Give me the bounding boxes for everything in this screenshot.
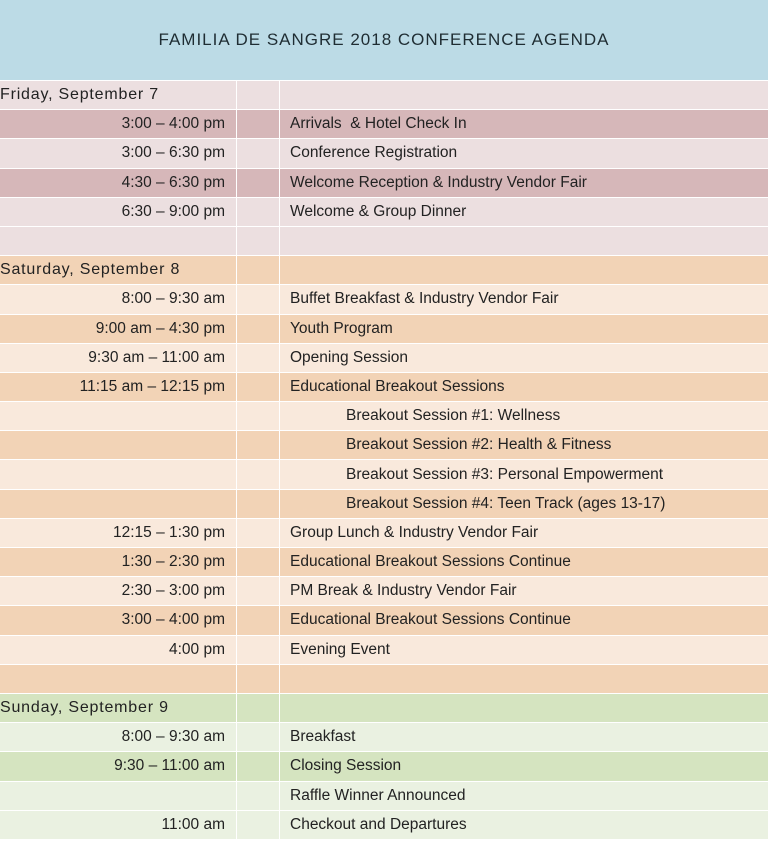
time-cell <box>0 460 237 488</box>
event-cell <box>280 548 768 576</box>
time-text: 11:00 am <box>161 815 225 833</box>
time-cell <box>0 782 237 810</box>
spacer-cell <box>237 198 280 226</box>
time-cell <box>0 315 237 343</box>
event-cell <box>280 315 768 343</box>
event-cell <box>280 373 768 401</box>
time-cell <box>0 139 237 167</box>
event-cell <box>280 110 768 138</box>
event-cell <box>280 490 768 518</box>
time-text: 2:30 – 3:00 pm <box>121 582 225 600</box>
spacer-cell <box>237 782 280 810</box>
time-text: 9:30 – 11:00 am <box>114 757 225 775</box>
event-text: PM Break & Industry Vendor Fair <box>290 582 517 600</box>
spacer-cell <box>237 519 280 547</box>
time-cell <box>0 169 237 197</box>
time-text: 3:00 – 6:30 pm <box>121 144 225 162</box>
agenda-table <box>0 81 768 840</box>
event-cell <box>280 139 768 167</box>
breakout-session-text: Breakout Session #1: Wellness <box>346 407 561 425</box>
breakout-session-text: Breakout Session #3: Personal Empowerment <box>346 465 664 483</box>
time-cell <box>0 811 237 839</box>
spacer-cell <box>237 139 280 167</box>
time-text: 4:00 pm <box>168 640 225 658</box>
day-label: Friday, September 7 <box>0 86 159 104</box>
spacer-cell <box>237 431 280 459</box>
day-header-row <box>0 694 768 723</box>
spacer-cell <box>237 315 280 343</box>
event-text: Raffle Winner Announced <box>290 786 466 804</box>
spacer-cell <box>237 723 280 751</box>
agenda-row <box>0 139 768 168</box>
spacer-cell <box>237 227 280 255</box>
event-text: Checkout and Departures <box>290 815 467 833</box>
event-cell <box>280 752 768 780</box>
agenda-row <box>0 285 768 314</box>
event-text: Welcome & Group Dinner <box>290 202 467 220</box>
event-cell <box>280 344 768 372</box>
time-cell <box>0 752 237 780</box>
event-cell <box>280 402 768 430</box>
title-band <box>0 0 768 80</box>
spacer-cell <box>237 490 280 518</box>
time-cell <box>0 519 237 547</box>
event-cell <box>280 256 768 284</box>
spacer-cell <box>237 606 280 634</box>
agenda-row <box>0 548 768 577</box>
time-cell <box>0 344 237 372</box>
event-cell <box>280 285 768 313</box>
event-text: Evening Event <box>290 640 390 658</box>
time-text: 4:30 – 6:30 pm <box>121 173 225 191</box>
agenda-row <box>0 606 768 635</box>
day-label-cell <box>0 81 237 109</box>
event-cell <box>280 782 768 810</box>
breakout-row <box>0 460 768 489</box>
time-text: 11:15 am – 12:15 pm <box>79 377 225 395</box>
time-cell <box>0 665 237 693</box>
day-header-row <box>0 81 768 110</box>
breakout-session-text: Breakout Session #4: Teen Track (ages 13-17) <box>346 494 666 512</box>
breakout-row <box>0 490 768 519</box>
agenda-title: FAMILIA DE SANGRE 2018 CONFERENCE AGENDA <box>158 30 610 49</box>
spacer-cell <box>237 344 280 372</box>
event-text: Breakfast <box>290 728 356 746</box>
time-cell <box>0 285 237 313</box>
time-cell <box>0 577 237 605</box>
time-cell <box>0 548 237 576</box>
agenda-row <box>0 519 768 548</box>
time-text: 9:30 am – 11:00 am <box>88 348 225 366</box>
agenda-row <box>0 315 768 344</box>
spacer-cell <box>237 285 280 313</box>
agenda-row <box>0 198 768 227</box>
event-cell <box>280 460 768 488</box>
spacer-cell <box>237 752 280 780</box>
event-text: Buffet Breakfast & Industry Vendor Fair <box>290 290 559 308</box>
agenda-row <box>0 577 768 606</box>
agenda-row <box>0 110 768 139</box>
event-cell <box>280 198 768 226</box>
event-cell <box>280 81 768 109</box>
agenda-row <box>0 344 768 373</box>
time-cell <box>0 490 237 518</box>
event-text: Closing Session <box>290 757 402 775</box>
agenda-row <box>0 723 768 752</box>
event-text: Opening Session <box>290 348 409 366</box>
time-cell <box>0 606 237 634</box>
time-cell <box>0 227 237 255</box>
spacer-cell <box>237 665 280 693</box>
agenda-row <box>0 169 768 198</box>
spacer-cell <box>237 548 280 576</box>
time-cell <box>0 110 237 138</box>
event-text: Educational Breakout Sessions <box>290 377 505 395</box>
event-cell <box>280 169 768 197</box>
time-cell <box>0 723 237 751</box>
day-label-cell <box>0 694 237 722</box>
breakout-row <box>0 402 768 431</box>
breakout-session-text: Breakout Session #2: Health & Fitness <box>346 436 612 454</box>
event-cell <box>280 694 768 722</box>
time-cell <box>0 636 237 664</box>
event-text: Educational Breakout Sessions Continue <box>290 553 571 571</box>
agenda-row <box>0 811 768 840</box>
event-text: Group Lunch & Industry Vendor Fair <box>290 523 539 541</box>
time-text: 3:00 – 4:00 pm <box>121 115 225 133</box>
event-cell <box>280 606 768 634</box>
spacer-row <box>0 665 768 694</box>
spacer-cell <box>237 256 280 284</box>
time-cell <box>0 198 237 226</box>
spacer-cell <box>237 110 280 138</box>
breakout-row <box>0 431 768 460</box>
event-text: Conference Registration <box>290 144 458 162</box>
day-header-row <box>0 256 768 285</box>
time-cell <box>0 431 237 459</box>
spacer-cell <box>237 577 280 605</box>
event-cell <box>280 431 768 459</box>
time-text: 3:00 – 4:00 pm <box>121 611 225 629</box>
event-cell <box>280 811 768 839</box>
event-cell <box>280 665 768 693</box>
event-cell <box>280 636 768 664</box>
day-label-cell <box>0 256 237 284</box>
time-text: 6:30 – 9:00 pm <box>121 202 225 220</box>
event-cell <box>280 519 768 547</box>
agenda-row <box>0 636 768 665</box>
time-cell <box>0 402 237 430</box>
spacer-cell <box>237 169 280 197</box>
spacer-cell <box>237 811 280 839</box>
day-label: Sunday, September 9 <box>0 699 169 717</box>
spacer-cell <box>237 460 280 488</box>
day-label: Saturday, September 8 <box>0 261 181 279</box>
spacer-cell <box>237 402 280 430</box>
spacer-cell <box>237 81 280 109</box>
event-text: Youth Program <box>290 319 393 337</box>
agenda-row <box>0 373 768 402</box>
spacer-cell <box>237 373 280 401</box>
time-cell <box>0 373 237 401</box>
spacer-cell <box>237 694 280 722</box>
time-text: 8:00 – 9:30 am <box>121 728 225 746</box>
time-text: 8:00 – 9:30 am <box>121 290 225 308</box>
agenda-row <box>0 752 768 781</box>
agenda-row <box>0 782 768 811</box>
event-cell <box>280 723 768 751</box>
time-text: 1:30 – 2:30 pm <box>121 553 225 571</box>
time-text: 9:00 am – 4:30 pm <box>95 319 225 337</box>
time-text: 12:15 – 1:30 pm <box>112 523 225 541</box>
event-cell <box>280 227 768 255</box>
spacer-row <box>0 227 768 256</box>
event-text: Educational Breakout Sessions Continue <box>290 611 571 629</box>
spacer-cell <box>237 636 280 664</box>
event-cell <box>280 577 768 605</box>
event-text: Welcome Reception & Industry Vendor Fair <box>290 173 587 191</box>
event-text: Arrivals & Hotel Check In <box>290 115 467 133</box>
